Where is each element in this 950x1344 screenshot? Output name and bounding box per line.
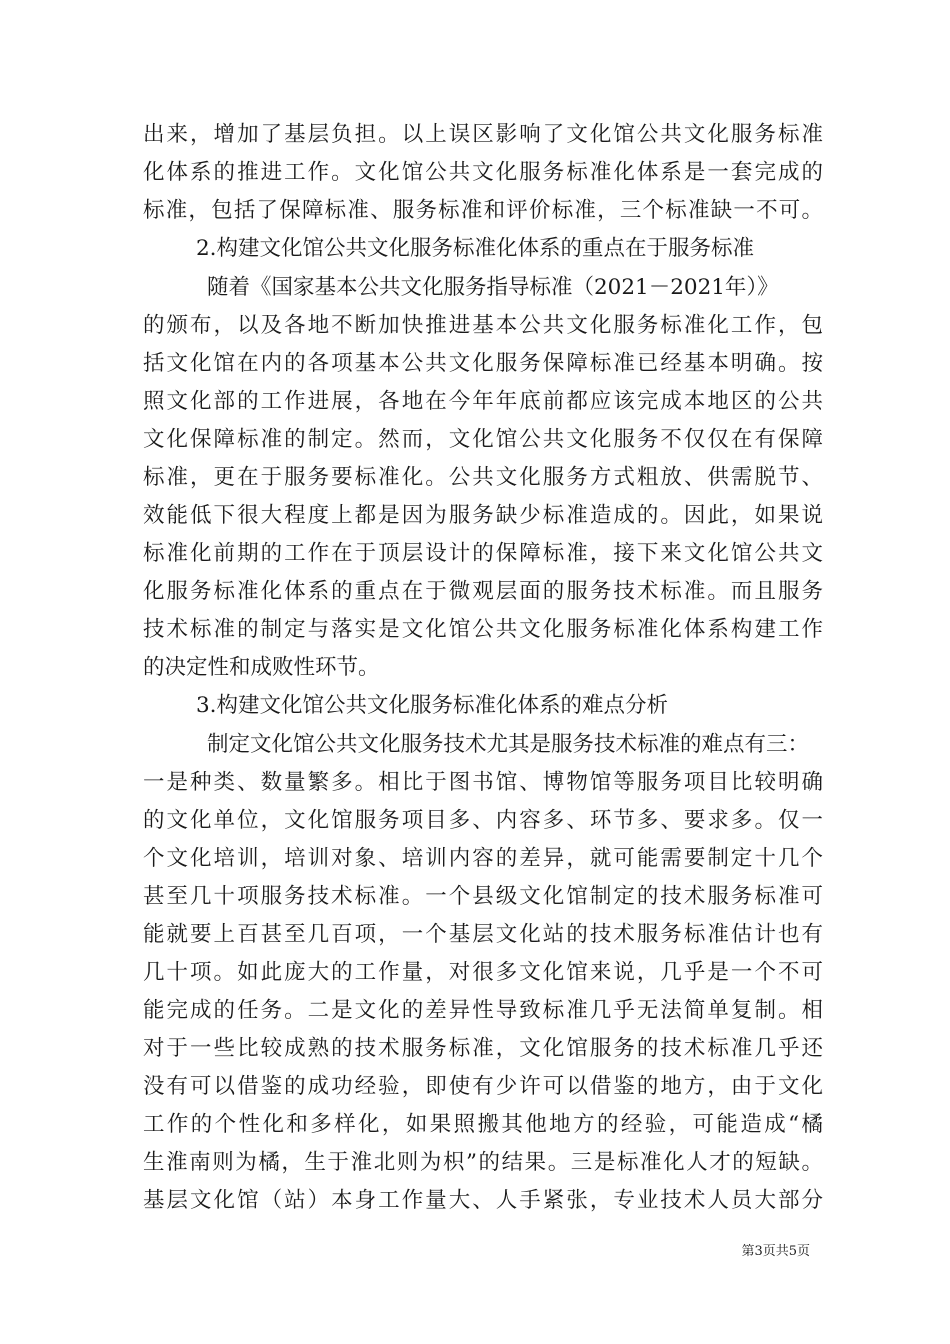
paragraph-line: 括文化馆在内的各项基本公共文化服务保障标准已经基本明确。按 [143,351,823,376]
paragraph-line: 化服务标准化体系的重点在于微观层面的服务技术标准。而且服务 [143,579,823,604]
paragraph-line: 标准化前期的工作在于顶层设计的保障标准，接下来文化馆公共文 [143,541,823,566]
paragraph-line: 制定文化馆公共文化服务技术尤其是服务技术标准的难点有三： [207,732,810,757]
paragraph-line: 文化保障标准的制定。然而，文化馆公共文化服务不仅仅在有保障 [143,427,823,452]
paragraph-line: 标准，更在于服务要标准化。公共文化服务方式粗放、供需脱节、 [143,465,823,490]
paragraph-line: 生淮南则为橘，生于淮北则为枳”的结果。三是标准化人才的短缺。 [143,1150,823,1175]
paragraph-line: 效能低下很大程度上都是因为服务缺少标准造成的。因此，如果说 [143,503,823,528]
paragraph-line: 个文化培训，培训对象、培训内容的差异，就可能需要制定十几个 [143,846,823,871]
page-number-footer: 第3页共5页 [741,1244,810,1259]
paragraph-line: 的颁布，以及各地不断加快推进基本公共文化服务标准化工作，包 [143,313,823,338]
paragraph-line: 的文化单位，文化馆服务项目多、内容多、环节多、要求多。仅一 [143,808,823,833]
paragraph-line: 基层文化馆（站）本身工作量大、人手紧张，专业技术人员大部分 [143,1188,823,1213]
paragraph-line: 对于一些比较成熟的技术服务标准，文化馆服务的技术标准几乎还 [143,1036,823,1061]
paragraph-line: 没有可以借鉴的成功经验，即使有少许可以借鉴的地方，由于文化 [143,1074,823,1099]
paragraph-line: 照文化部的工作进展，各地在今年年底前都应该完成本地区的公共 [143,389,823,414]
paragraph-line: 甚至几十项服务技术标准。一个县级文化馆制定的技术服务标准可 [143,884,823,909]
paragraph-line: 能完成的任务。二是文化的差异性导致标准几乎无法简单复制。相 [143,998,823,1023]
paragraph-line: 出来，增加了基层负担。以上误区影响了文化馆公共文化服务标准 [143,122,823,147]
section-heading: 3.构建文化馆公共文化服务标准化体系的难点分析 [196,693,669,718]
paragraph-line: 技术标准的制定与落实是文化馆公共文化服务标准化体系构建工作 [143,617,823,642]
paragraph-line: 随着《国家基本公共文化服务指导标准（2021－2021年）》 [207,275,779,300]
paragraph-line: 几十项。如此庞大的工作量，对很多文化馆来说，几乎是一个不可 [143,960,823,985]
paragraph-line: 工作的个性化和多样化，如果照搬其他地方的经验，可能造成“橘 [143,1112,823,1137]
paragraph-line: 一是种类、数量繁多。相比于图书馆、博物馆等服务项目比较明确 [143,770,823,795]
paragraph-line: 能就要上百甚至几百项，一个基层文化站的技术服务标准估计也有 [143,922,823,947]
section-heading: 2.构建文化馆公共文化服务标准化体系的重点在于服务标准 [196,236,755,261]
paragraph-line: 的决定性和成败性环节。 [143,655,380,680]
paragraph-line: 标准，包括了保障标准、服务标准和评价标准，三个标准缺一不可。 [143,198,823,223]
paragraph-line: 化体系的推进工作。文化馆公共文化服务标准化体系是一套完成的 [143,160,823,185]
